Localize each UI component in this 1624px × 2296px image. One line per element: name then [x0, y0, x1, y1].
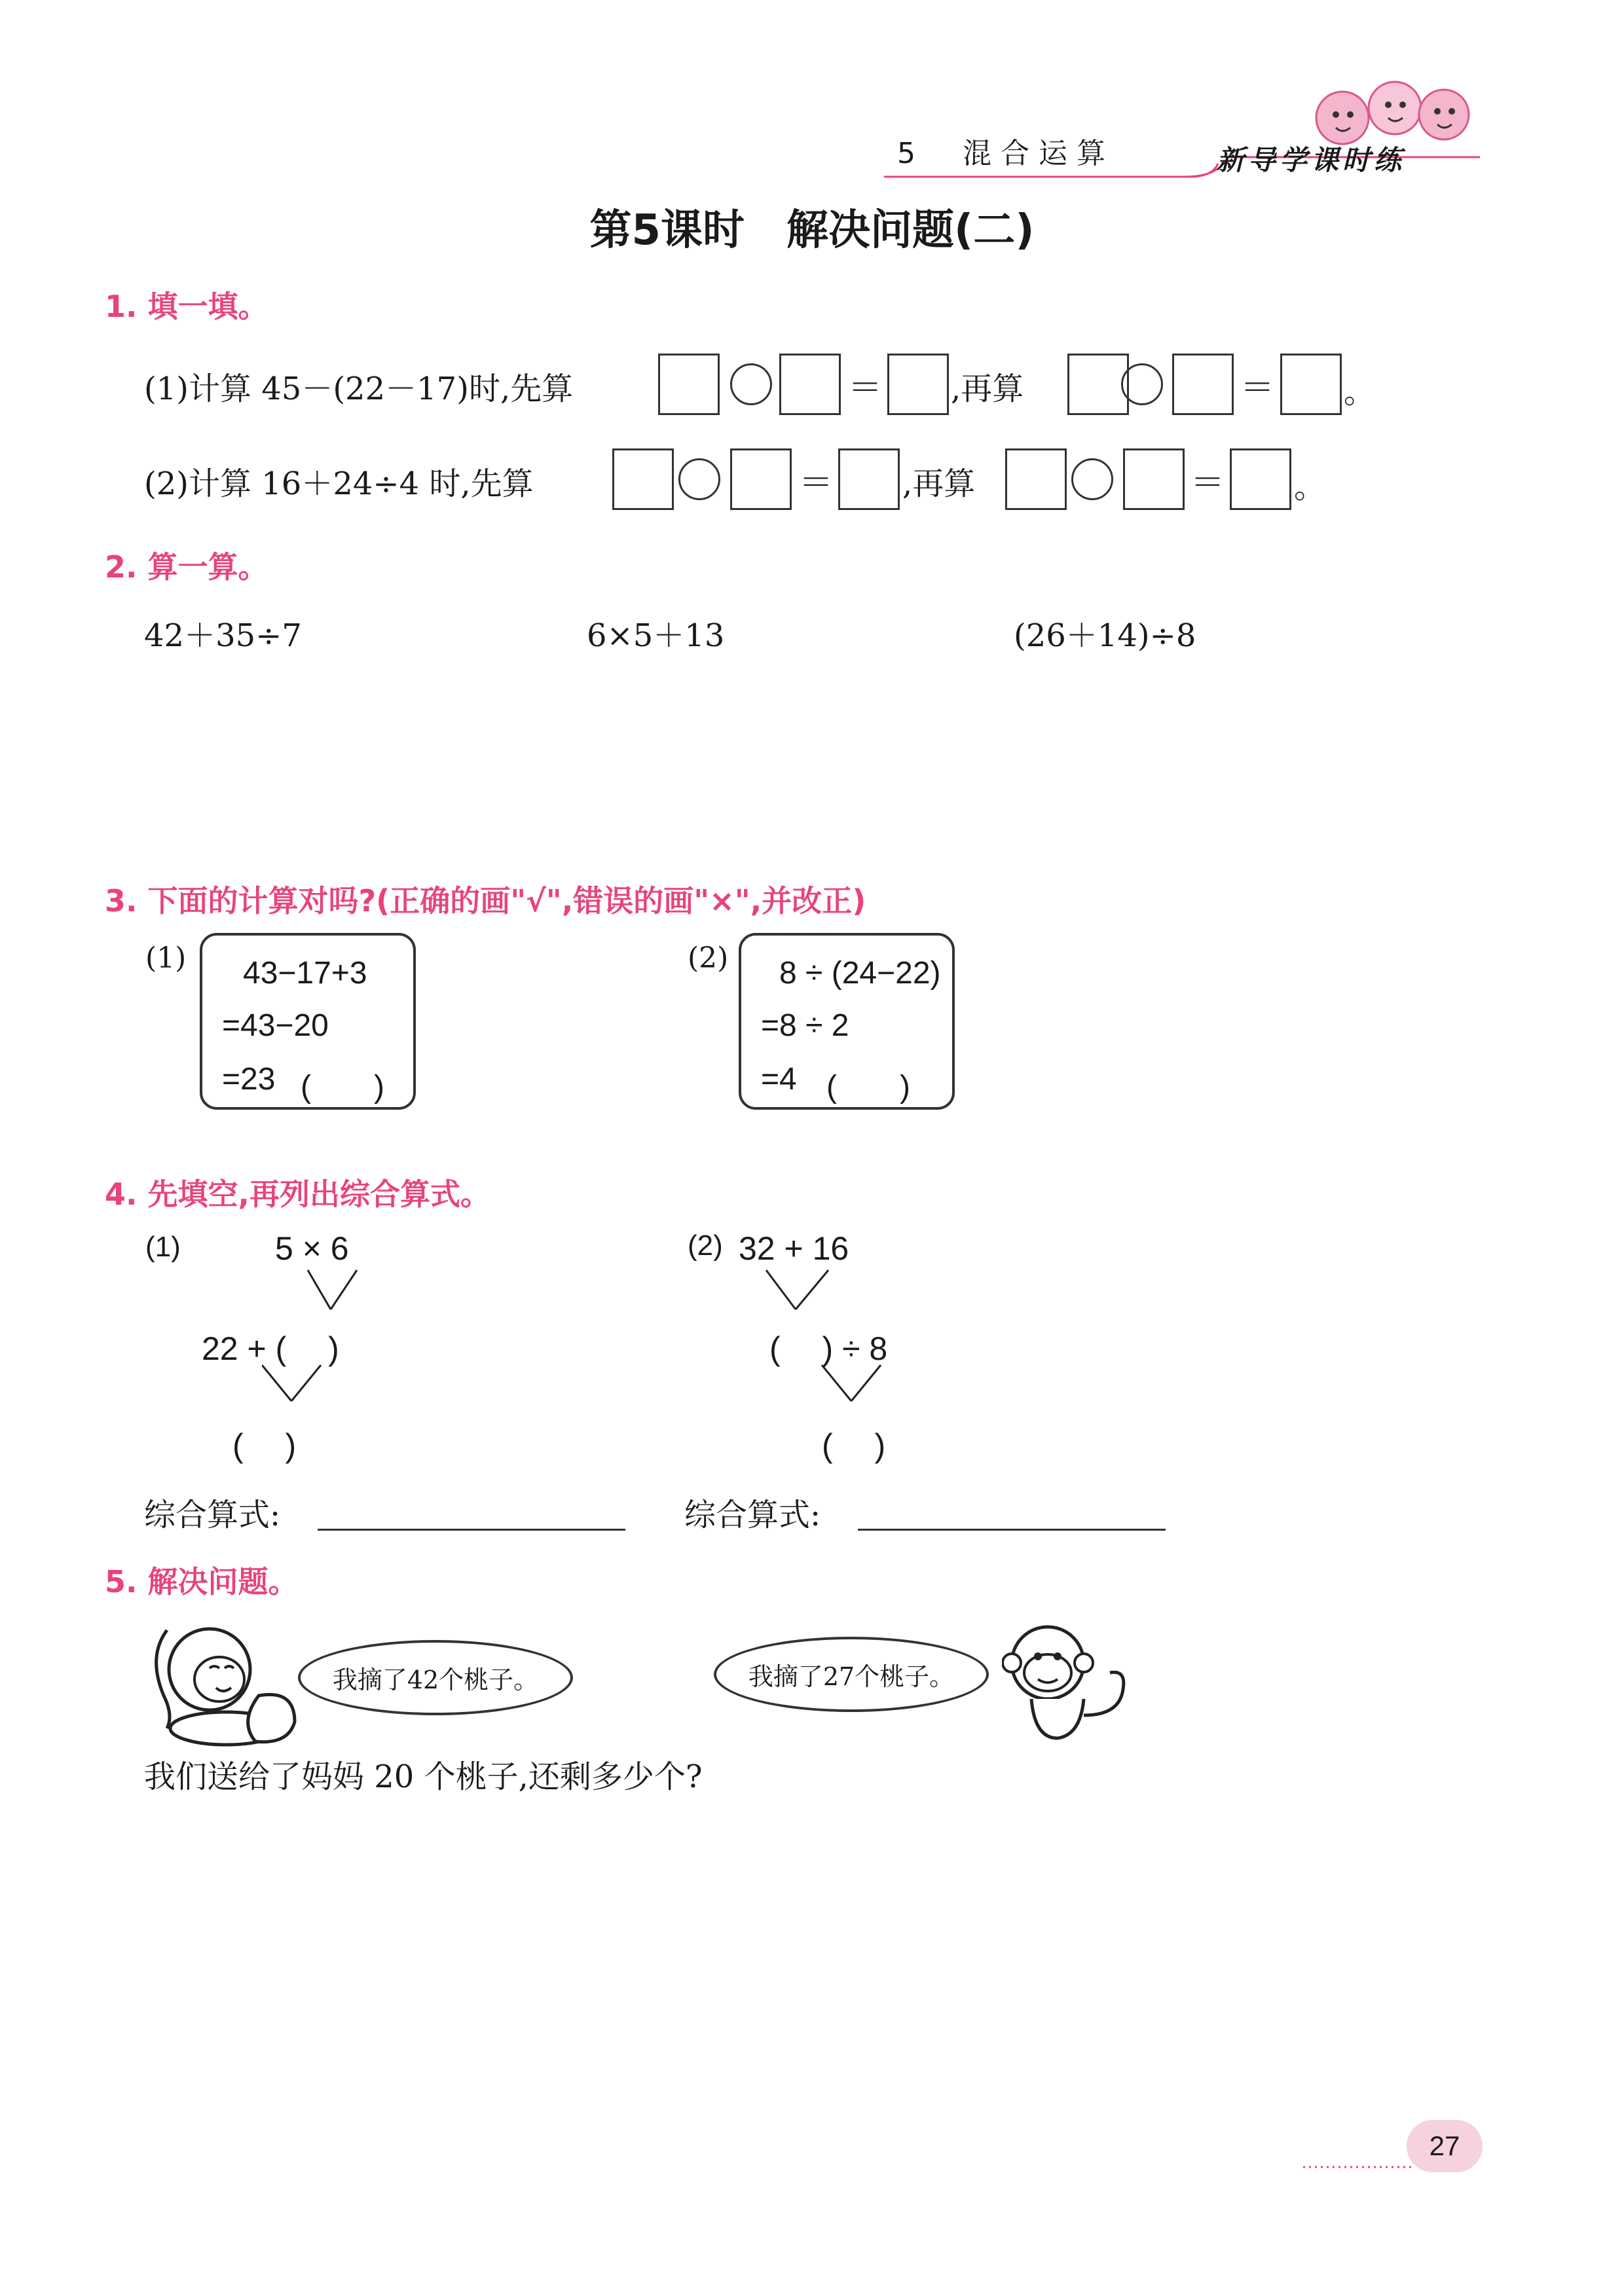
answer-box[interactable] — [838, 448, 900, 510]
q1-line2-prefix: (2)计算 16＋24÷4 时,先算 — [144, 465, 534, 502]
tree1-top: 5 × 6 — [275, 1230, 349, 1267]
card-line: 8 ÷ (24−22) — [779, 956, 941, 991]
calculation-card-2 — [739, 933, 955, 1110]
combined-answer-line-1[interactable] — [318, 1529, 625, 1531]
q1-title: 1. 填一填。 — [105, 289, 268, 324]
answer-box[interactable] — [658, 354, 720, 415]
speech-bubble-2: 我摘了27个桃子。 — [714, 1637, 989, 1712]
tree1-mid[interactable]: 22 + ( ) — [202, 1330, 339, 1367]
footer-dots — [1303, 2160, 1414, 2174]
operator-circle[interactable] — [1121, 363, 1163, 405]
calc-item-1: 42＋35÷7 — [144, 617, 302, 654]
card1-label: (1) — [145, 941, 187, 975]
series-title: 新导学课时练 — [1217, 144, 1406, 176]
combined-label-2: 综合算式: — [684, 1497, 821, 1533]
q5-question: 我们送给了妈妈 20 个桃子,还剩多少个? — [144, 1758, 703, 1795]
answer-box[interactable] — [1005, 448, 1067, 510]
tree1-bottom[interactable]: ( ) — [232, 1427, 297, 1464]
period: 。 — [1294, 469, 1326, 505]
then-label: ,再算 — [902, 465, 976, 502]
chapter-header: 5 混合运算 — [897, 137, 1115, 170]
card-line: 43−17+3 — [243, 956, 367, 991]
speech-bubble-1: 我摘了42个桃子。 — [298, 1640, 573, 1715]
page-number: 27 — [1407, 2120, 1483, 2172]
equals-sign: ＝ — [799, 464, 834, 503]
card2-label: (2) — [688, 941, 729, 975]
card-line: =4 — [761, 1062, 797, 1097]
operator-circle[interactable] — [730, 363, 772, 405]
equals-sign: ＝ — [1240, 369, 1275, 408]
answer-box[interactable] — [612, 448, 674, 510]
answer-box[interactable] — [1067, 354, 1129, 415]
answer-box[interactable] — [730, 448, 792, 510]
calc-item-2: 6×5＋13 — [587, 617, 725, 654]
equals-sign: ＝ — [1190, 464, 1225, 503]
q2-title: 2. 算一算。 — [105, 549, 268, 585]
cartoon-faces-icon — [1310, 79, 1486, 151]
answer-box[interactable] — [887, 354, 949, 415]
tree2-label: (2) — [688, 1230, 723, 1262]
operator-circle[interactable] — [678, 458, 720, 500]
calculation-card-1 — [200, 933, 416, 1110]
card-line: =8 ÷ 2 — [761, 1008, 849, 1043]
tree2-mid[interactable]: ( ) ÷ 8 — [769, 1330, 888, 1367]
combined-answer-line-2[interactable] — [858, 1529, 1166, 1531]
answer-box[interactable] — [1123, 448, 1185, 510]
q4-title: 4. 先填空,再列出综合算式。 — [105, 1176, 490, 1212]
answer-box[interactable] — [1172, 354, 1234, 415]
monkey-icon — [1002, 1617, 1143, 1748]
tree2-top: 32 + 16 — [739, 1230, 849, 1267]
calc-item-3: (26＋14)÷8 — [1014, 617, 1196, 654]
monkey-with-peach-icon — [147, 1617, 308, 1748]
then-label: ,再算 — [951, 371, 1024, 407]
tree2-bottom[interactable]: ( ) — [822, 1427, 886, 1464]
tree1-label: (1) — [145, 1231, 181, 1263]
equals-sign: ＝ — [848, 369, 883, 408]
judgement-paren[interactable]: ( ) — [301, 1070, 384, 1104]
judgement-paren[interactable]: ( ) — [826, 1070, 910, 1104]
q3-title: 3. 下面的计算对吗?(正确的画"√",错误的画"×",并改正) — [105, 883, 866, 919]
answer-box[interactable] — [779, 354, 841, 415]
q1-line1-prefix: (1)计算 45－(22－17)时,先算 — [144, 371, 574, 407]
period: 。 — [1344, 374, 1376, 410]
answer-box[interactable] — [1230, 448, 1291, 510]
card-line: =43−20 — [222, 1008, 329, 1043]
lesson-title: 第5课时 解决问题(二) — [589, 206, 1035, 255]
combined-label-1: 综合算式: — [144, 1497, 281, 1533]
answer-box[interactable] — [1280, 354, 1342, 415]
operator-circle[interactable] — [1071, 458, 1113, 500]
card-line: =23 — [222, 1062, 276, 1097]
q5-title: 5. 解决问题。 — [105, 1564, 299, 1599]
